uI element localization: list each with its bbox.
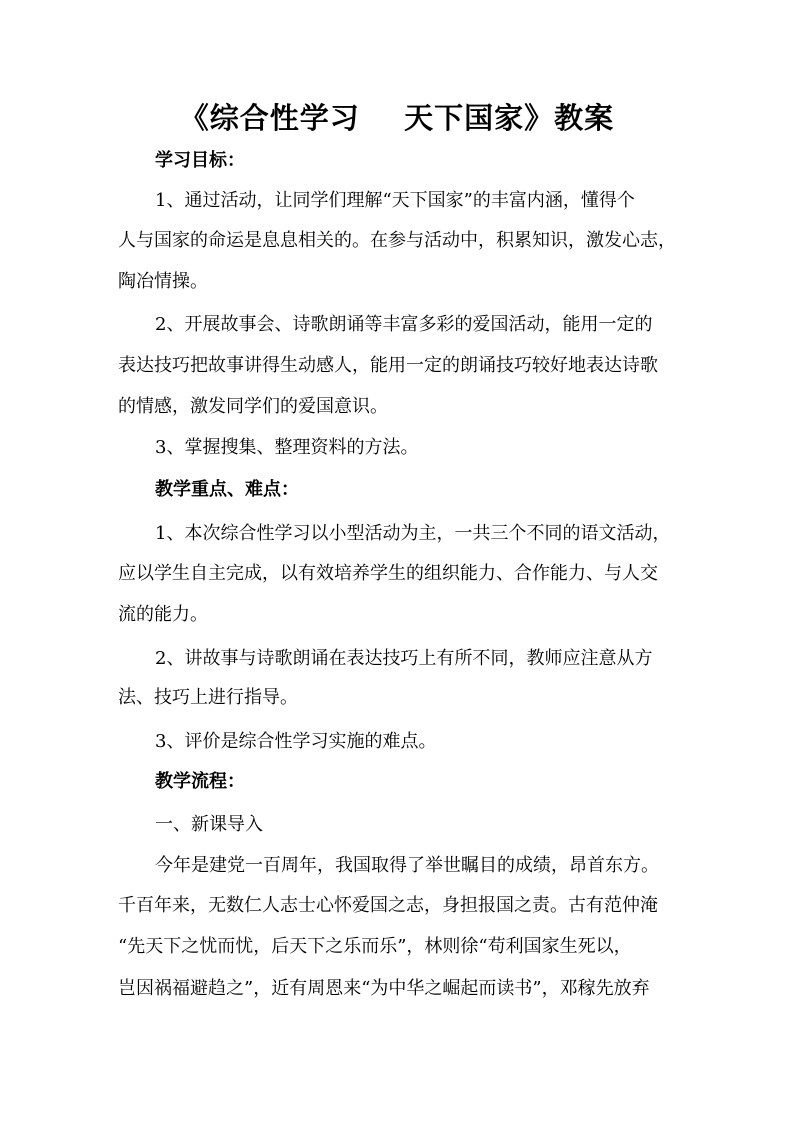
document-title: 《综合性学习 天下国家》教案 — [179, 101, 615, 135]
section-heading: 一、新课导入 — [155, 814, 263, 835]
heading-teaching-process: 教学流程： — [155, 771, 245, 792]
paragraph-line: 今年是建党一百周年，我国取得了举世瞩目的成绩，昂首东方。 — [155, 855, 659, 876]
paragraph-line: “先天下之忧而忧，后天下之乐而乐”，林则徐“苟利国家生死以， — [118, 936, 632, 957]
heading-learning-goals: 学习目标： — [155, 150, 245, 171]
heading-key-points: 教学重点、难点： — [155, 479, 299, 500]
paragraph-line: 表达技巧把故事讲得生动感人，能用一定的朗诵技巧较好地表达诗歌 — [118, 355, 658, 376]
paragraph-line: 3、评价是综合性学习实施的难点。 — [155, 731, 437, 752]
paragraph-line: 的情感，激发同学们的爱国意识。 — [118, 396, 388, 417]
paragraph-line: 法、技巧上进行指导。 — [118, 687, 298, 708]
paragraph-line: 陶冶情操。 — [118, 271, 208, 292]
paragraph-line: 1、通过活动，让同学们理解“天下国家”的丰富内涵，懂得个 — [155, 190, 635, 211]
paragraph-line: 1、本次综合性学习以小型活动为主，一共三个不同的语文活动， — [155, 523, 671, 544]
paragraph-line: 2、开展故事会、诗歌朗诵等丰富多彩的爱国活动，能用一定的 — [155, 314, 653, 335]
paragraph-line: 千百年来，无数仁人志士心怀爱国之志，身担报国之责。古有范仲淹 — [118, 895, 658, 916]
paragraph-line: 流的能力。 — [118, 604, 208, 625]
paragraph-line: 岂因祸福避趋之”，近有周恩来“为中华之崛起而读书”，邓稼先放弃 — [118, 978, 650, 999]
paragraph-line: 应以学生自主完成，以有效培养学生的组织能力、合作能力、与人交 — [118, 563, 658, 584]
paragraph-line: 3、掌握搜集、整理资料的方法。 — [155, 437, 419, 458]
paragraph-line: 人与国家的命运是息息相关的。在参与活动中，积累知识，激发心志， — [118, 230, 676, 251]
paragraph-line: 2、讲故事与诗歌朗诵在表达技巧上有所不同，教师应注意从方 — [155, 648, 653, 669]
